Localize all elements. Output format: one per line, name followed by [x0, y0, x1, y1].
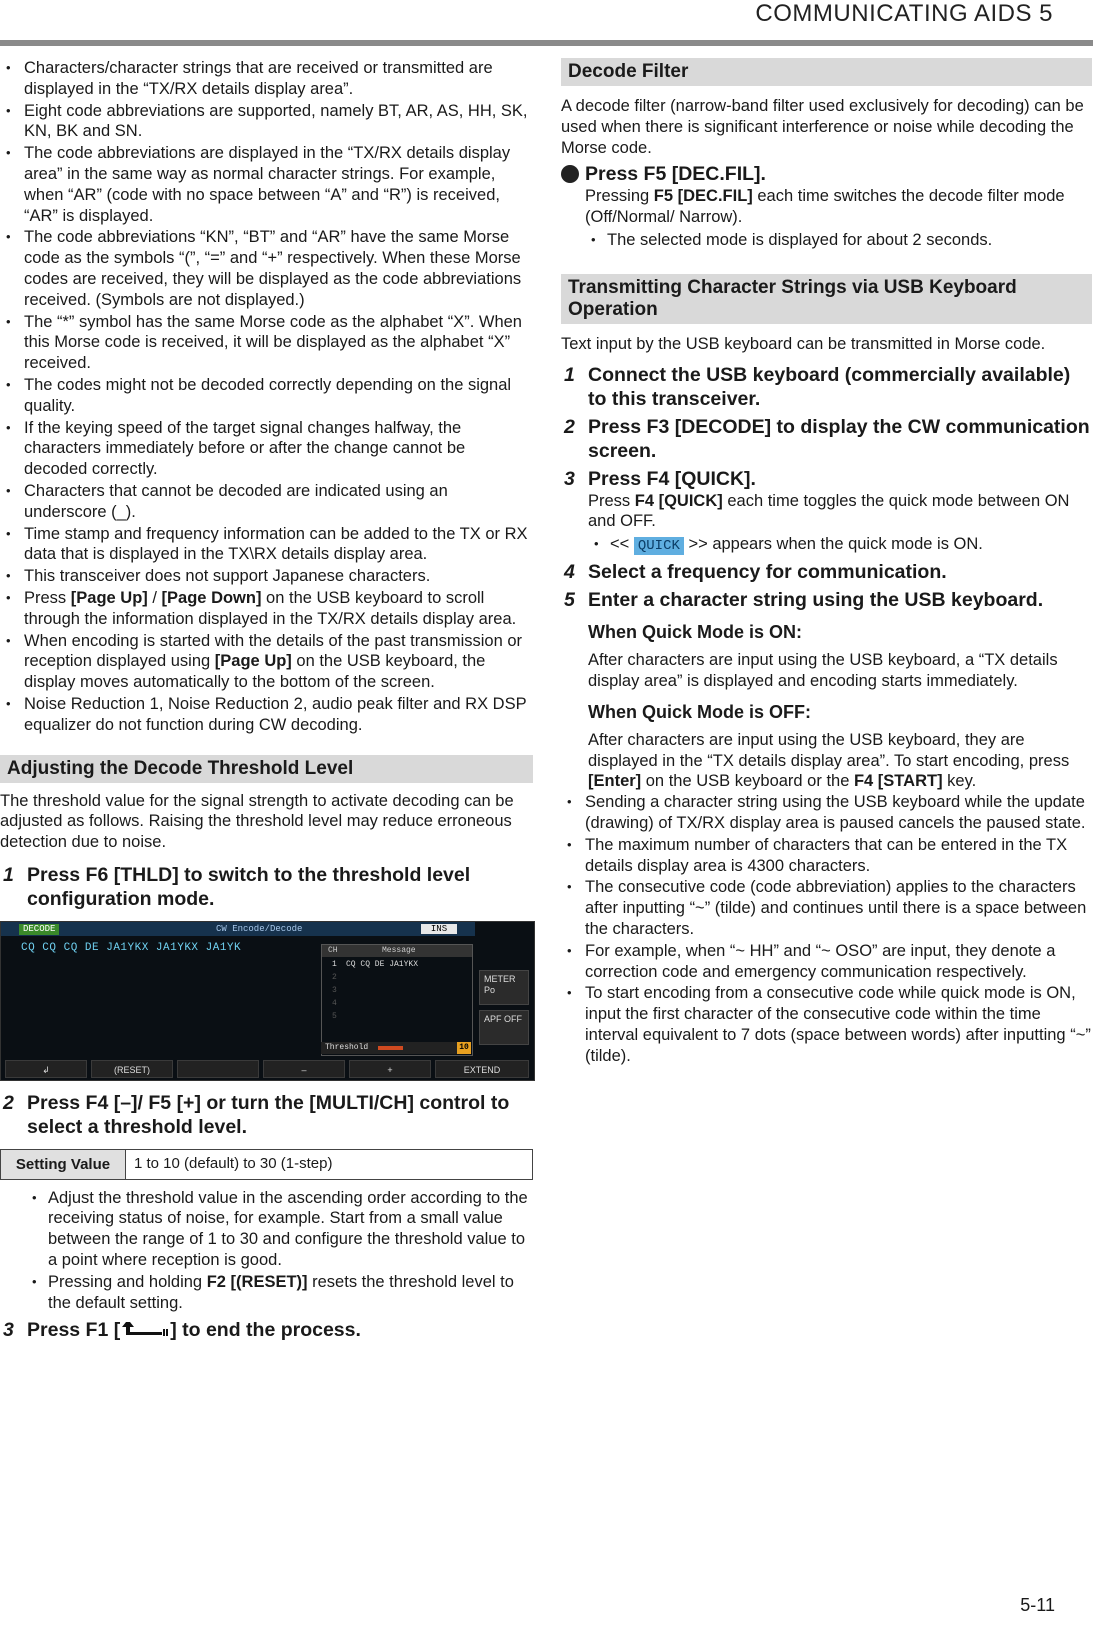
- list-item: • The codes might not be decoded correctly depending on the signal quality.: [0, 375, 533, 417]
- threshold-step-2: 2 Press F4 [–]/ F5 [+] or turn the [MULTI/CH] control to select a threshold level.: [3, 1091, 510, 1138]
- list-item: • The code abbreviations are displayed in the “TX/RX details display area” in the same way as normal character strings. For example, when “AR” (code with no space between “A” and “R”) is received, “AR” is displayed.: [0, 143, 533, 226]
- list-item: • When encoding is started with the details of the past transmission or reception displayed using [Page Up] on the USB keyboard, the display moves automatically to the bottom of the screen.: [0, 631, 533, 693]
- list-item: • Adjust the threshold value in the ascending order according to the receiving status of noise, for example. Start from a small value between the range of 1 to 30 and configure the threshold value to a point where reception is good.: [26, 1188, 533, 1271]
- usb-step-2: 2 Press F3 [DECODE] to display the CW communication screen.: [564, 415, 1090, 462]
- list-item: • For example, when “~ HH” and “~ OSO” are input, they denote a correction code and emergency communication respectively.: [561, 941, 1092, 983]
- decode-filter-intro: A decode filter (narrow-band filter used exclusively for decoding) can be used when there is significant interference or noise while decoding the Morse code.: [561, 97, 1084, 157]
- list-item: • The consecutive code (code abbreviation) applies to the characters after inputting “~” (tilde) and continues until there is a space between the characters.: [561, 877, 1092, 939]
- f5-plus-button[interactable]: +: [349, 1060, 431, 1078]
- list-item: • Time stamp and frequency information can be added to the TX or RX data that is displayed in the TX\RX details display area.: [0, 524, 533, 566]
- f1-back-button[interactable]: [5, 1060, 87, 1078]
- usb-step-4: 4 Select a frequency for communication.: [564, 561, 947, 584]
- decode-filter-step: Press F5 [DEC.FIL]. Pressing F5 [DEC.FIL] each time switches the decode filter mode (Off/Normal/ Narrow). • The selected mode is displayed for about 2 seconds.: [561, 162, 1092, 250]
- list-item: • The maximum number of characters that can be entered in the TX details display area is 4300 characters.: [561, 835, 1092, 877]
- cw-decode-screenshot: [0, 921, 535, 1081]
- list-item: • Sending a character string using the USB keyboard while the update (drawing) of TX/RX display area is paused cancels the paused state.: [561, 792, 1092, 834]
- list-item: • The “*” symbol has the same Morse code as the alphabet “X”. When this Morse code is received, it will be displayed as the alphabet “X” received.: [0, 312, 533, 374]
- section-heading-decode-filter: Decode Filter: [561, 58, 1092, 86]
- threshold-step-1: 1 Press F6 [THLD] to switch to the threshold level configuration mode.: [3, 863, 471, 910]
- chapter-title: COMMUNICATING AIDS 5: [755, 0, 1053, 27]
- f4-minus-button[interactable]: –: [263, 1060, 345, 1078]
- function-key-bar: [5, 1060, 529, 1078]
- meter-po-button[interactable]: METER Po: [479, 970, 529, 1005]
- quick-off-title: When Quick Mode is OFF:: [588, 701, 812, 722]
- f3-button[interactable]: [177, 1060, 259, 1078]
- ins-badge: INS: [421, 924, 457, 934]
- setting-label: Setting Value: [1, 1149, 126, 1179]
- usb-step-1: 1 Connect the USB keyboard (commercially available) to this transceiver.: [564, 363, 1071, 410]
- list-item: • Characters/character strings that are received or transmitted are displayed in the “TX/RX details display area”.: [0, 58, 533, 100]
- list-item: • The code abbreviations “KN”, “BT” and “AR” have the same Morse code as the symbols “(”, “=” and “+” respectively. When these Morse codes are received, they will be displayed as the code abbreviations received. (Symbols are not displayed.): [0, 227, 533, 310]
- back-arrow-icon: [120, 1319, 170, 1339]
- threshold-intro: The threshold value for the signal strength to activate decoding can be adjusted as follows. Raising the threshold level may reduce erroneous detection due to noise.: [0, 791, 514, 852]
- list-item: • If the keying speed of the target signal changes halfway, the characters immediately before or after the change cannot be decoded correctly.: [0, 418, 533, 480]
- threshold-meter: Threshold 10: [321, 1042, 471, 1054]
- step-bullet-icon: [561, 165, 579, 183]
- usb-notes: [561, 792, 1092, 1066]
- setting-value-table: [0, 1149, 533, 1180]
- page-header: [0, 0, 1093, 48]
- apf-off-button[interactable]: APF OFF: [479, 1010, 529, 1045]
- list-item: • This transceiver does not support Japanese characters.: [0, 566, 533, 587]
- list-item: • Pressing and holding F2 [(RESET)] resets the threshold level to the default setting.: [26, 1272, 533, 1314]
- setting-value: 1 to 10 (default) to 30 (1-step): [126, 1149, 533, 1179]
- section-heading-threshold: Adjusting the Decode Threshold Level: [0, 755, 533, 783]
- message-panel: CH Message 1 CQ CQ DE JA1YKX 2 3 4 5: [321, 944, 473, 1056]
- quick-on-title: When Quick Mode is ON:: [588, 622, 803, 643]
- usb-step-3: 3 Press F4 [QUICK]. Press F4 [QUICK] each time toggles the quick mode between ON and OFF. • << QUICK >> appears when the quick mode is ON.: [561, 467, 1092, 556]
- section-heading-usb: Transmitting Character Strings via USB Keyboard Operation: [561, 274, 1092, 324]
- quick-off-body: After characters are input using the USB keyboard, they are displayed in the “TX details display area”. To start encoding, press [Enter] on the USB keyboard or the F4 [START] key.: [588, 730, 1070, 791]
- decode-tag: DECODE: [19, 924, 59, 935]
- f2-reset-button[interactable]: (RESET): [91, 1060, 173, 1078]
- threshold-bar: [378, 1046, 403, 1050]
- list-item: • Press [Page Up] / [Page Down] on the USB keyboard to scroll through the information displayed in the TX/RX details display area.: [0, 588, 533, 630]
- list-item: • Characters that cannot be decoded are indicated using an underscore (_).: [0, 481, 533, 523]
- usb-intro: Text input by the USB keyboard can be transmitted in Morse code.: [561, 334, 1046, 353]
- list-item: • The selected mode is displayed for about 2 seconds.: [585, 230, 1092, 251]
- list-item: • Noise Reduction 1, Noise Reduction 2, audio peak filter and RX DSP equalizer do not function during CW decoding.: [0, 694, 533, 736]
- header-rule: [0, 40, 1093, 46]
- quick-badge: QUICK: [634, 537, 684, 555]
- page-number: 5-11: [1020, 1595, 1055, 1615]
- usb-step-5: 5 Enter a character string using the USB keyboard. When Quick Mode is ON: After characters are input using the USB keyboard, a “TX details display area” is displayed and encoding starts immediately. When Quick Mode is OFF: After characters are input using the USB keyboard, they are displayed in the “TX details display area”. To start encoding, press [Enter] on the USB keyboard or the F4 [START] key.: [561, 588, 1092, 792]
- left-bullet-list: [0, 58, 533, 736]
- decoded-text: CQ CQ CQ DE JA1YKX JA1YKX JA1YK: [21, 941, 242, 954]
- f6-extend-button[interactable]: EXTEND: [435, 1060, 529, 1078]
- back-arrow-icon: ↲: [42, 1064, 50, 1075]
- left-column: [0, 58, 533, 1342]
- right-column: [561, 58, 1092, 1068]
- list-item: • To start encoding from a consecutive code while quick mode is ON, input the first character of the consecutive code within the time interval equivalent to 7 dots (space between words) after inputting “~” (tilde).: [561, 983, 1092, 1066]
- threshold-value: 10: [457, 1042, 471, 1054]
- quick-on-body: After characters are input using the USB keyboard, a “TX details display area” is displayed and encoding starts immediately.: [588, 651, 1058, 690]
- threshold-step-3: 3 Press F1 [ ] to end the process.: [3, 1319, 361, 1342]
- threshold-notes: [0, 1188, 533, 1314]
- screen-title: CW Encode/Decode: [216, 923, 303, 934]
- list-item: • Eight code abbreviations are supported, namely BT, AR, AS, HH, SK, KN, BK and SN.: [0, 101, 533, 143]
- list-item: • << QUICK >> appears when the quick mode is ON.: [588, 534, 1092, 555]
